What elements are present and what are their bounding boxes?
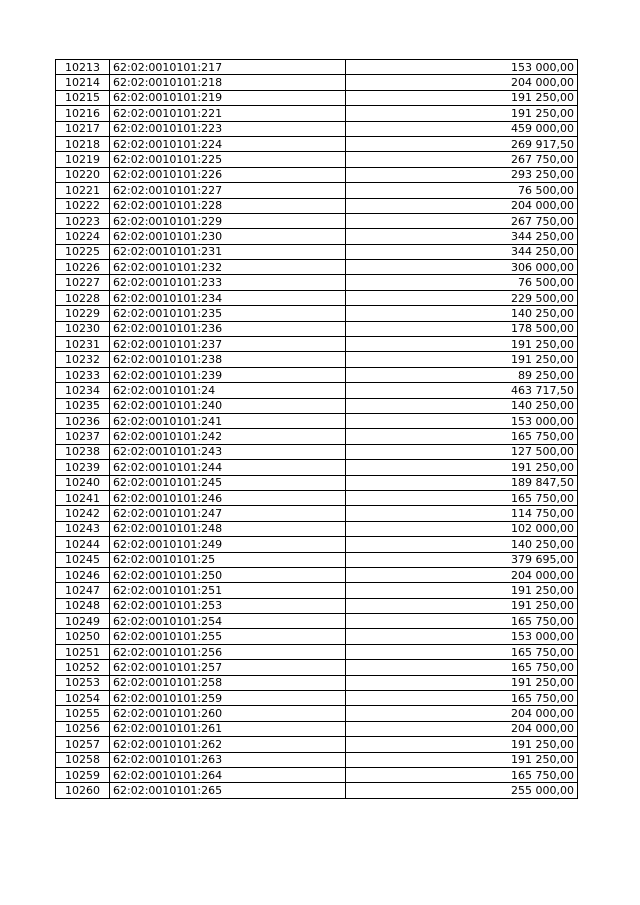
cadastral-number-cell: 62:02:0010101:232: [110, 260, 346, 275]
table-row: [56, 490, 578, 505]
table-row: [56, 183, 578, 198]
table-row: [56, 475, 578, 490]
row-number-cell: 10216: [56, 106, 110, 121]
cadastral-number-cell: 62:02:0010101:251: [110, 583, 346, 598]
row-number-cell: 10253: [56, 675, 110, 690]
value-cell: 165 750,00: [346, 660, 578, 675]
row-number-cell: 10244: [56, 537, 110, 552]
cadastral-number-cell: 62:02:0010101:24: [110, 383, 346, 398]
cadastral-number-cell: 62:02:0010101:254: [110, 614, 346, 629]
row-number-cell: 10224: [56, 229, 110, 244]
table-row: [56, 90, 578, 105]
row-number-cell: 10218: [56, 136, 110, 151]
table-row: [56, 121, 578, 136]
cadastral-number-cell: 62:02:0010101:243: [110, 444, 346, 459]
value-cell: 89 250,00: [346, 367, 578, 382]
cadastral-number-cell: 62:02:0010101:248: [110, 521, 346, 536]
value-cell: 191 250,00: [346, 106, 578, 121]
row-number-cell: 10231: [56, 337, 110, 352]
table-row: [56, 767, 578, 782]
cadastral-number-cell: 62:02:0010101:234: [110, 290, 346, 305]
value-cell: 344 250,00: [346, 244, 578, 259]
value-cell: 114 750,00: [346, 506, 578, 521]
value-cell: 191 250,00: [346, 352, 578, 367]
row-number-cell: 10260: [56, 783, 110, 798]
row-number-cell: 10255: [56, 706, 110, 721]
row-number-cell: 10220: [56, 167, 110, 182]
row-number-cell: 10227: [56, 275, 110, 290]
value-cell: 165 750,00: [346, 614, 578, 629]
table-row: [56, 106, 578, 121]
cadastre-table: [55, 59, 578, 799]
row-number-cell: 10230: [56, 321, 110, 336]
row-number-cell: 10252: [56, 660, 110, 675]
cadastral-number-cell: 62:02:0010101:246: [110, 490, 346, 505]
value-cell: 76 500,00: [346, 183, 578, 198]
cadastral-number-cell: 62:02:0010101:225: [110, 152, 346, 167]
table-row: [56, 752, 578, 767]
table-row: [56, 783, 578, 798]
table-row: [56, 367, 578, 382]
value-cell: 459 000,00: [346, 121, 578, 136]
table-row: [56, 706, 578, 721]
value-cell: 153 000,00: [346, 629, 578, 644]
row-number-cell: 10235: [56, 398, 110, 413]
table-row: [56, 213, 578, 228]
cadastral-number-cell: 62:02:0010101:238: [110, 352, 346, 367]
table-row: [56, 506, 578, 521]
value-cell: 306 000,00: [346, 260, 578, 275]
row-number-cell: 10229: [56, 306, 110, 321]
cadastral-number-cell: 62:02:0010101:250: [110, 567, 346, 582]
value-cell: 204 000,00: [346, 567, 578, 582]
table-row: [56, 383, 578, 398]
cadastral-number-cell: 62:02:0010101:240: [110, 398, 346, 413]
cadastral-number-cell: 62:02:0010101:249: [110, 537, 346, 552]
row-number-cell: 10257: [56, 737, 110, 752]
value-cell: 140 250,00: [346, 537, 578, 552]
table-row: [56, 614, 578, 629]
row-number-cell: 10245: [56, 552, 110, 567]
value-cell: 204 000,00: [346, 198, 578, 213]
value-cell: 140 250,00: [346, 306, 578, 321]
row-number-cell: 10246: [56, 567, 110, 582]
cadastral-number-cell: 62:02:0010101:242: [110, 429, 346, 444]
cadastral-number-cell: 62:02:0010101:219: [110, 90, 346, 105]
cadastral-number-cell: 62:02:0010101:25: [110, 552, 346, 567]
table-row: [56, 552, 578, 567]
table-row: [56, 260, 578, 275]
table-row: [56, 198, 578, 213]
table-row: [56, 691, 578, 706]
cadastral-number-cell: 62:02:0010101:236: [110, 321, 346, 336]
table-row: [56, 275, 578, 290]
row-number-cell: 10248: [56, 598, 110, 613]
cadastral-number-cell: 62:02:0010101:263: [110, 752, 346, 767]
table-row: [56, 152, 578, 167]
table-row: [56, 629, 578, 644]
cadastral-number-cell: 62:02:0010101:226: [110, 167, 346, 182]
value-cell: 269 917,50: [346, 136, 578, 151]
value-cell: 153 000,00: [346, 60, 578, 75]
row-number-cell: 10222: [56, 198, 110, 213]
value-cell: 191 250,00: [346, 337, 578, 352]
table-row: [56, 398, 578, 413]
row-number-cell: 10256: [56, 721, 110, 736]
cadastral-number-cell: 62:02:0010101:230: [110, 229, 346, 244]
value-cell: 191 250,00: [346, 460, 578, 475]
table-row: [56, 229, 578, 244]
table-row: [56, 537, 578, 552]
row-number-cell: 10237: [56, 429, 110, 444]
row-number-cell: 10258: [56, 752, 110, 767]
table-row: [56, 321, 578, 336]
value-cell: 267 750,00: [346, 152, 578, 167]
value-cell: 255 000,00: [346, 783, 578, 798]
row-number-cell: 10219: [56, 152, 110, 167]
row-number-cell: 10217: [56, 121, 110, 136]
value-cell: 76 500,00: [346, 275, 578, 290]
value-cell: 204 000,00: [346, 721, 578, 736]
table-row: [56, 290, 578, 305]
row-number-cell: 10247: [56, 583, 110, 598]
value-cell: 379 695,00: [346, 552, 578, 567]
value-cell: 191 250,00: [346, 583, 578, 598]
value-cell: 140 250,00: [346, 398, 578, 413]
cadastral-number-cell: 62:02:0010101:255: [110, 629, 346, 644]
cadastral-number-cell: 62:02:0010101:223: [110, 121, 346, 136]
table-row: [56, 244, 578, 259]
row-number-cell: 10214: [56, 75, 110, 90]
cadastral-number-cell: 62:02:0010101:221: [110, 106, 346, 121]
cadastral-number-cell: 62:02:0010101:239: [110, 367, 346, 382]
table-row: [56, 413, 578, 428]
table-row: [56, 460, 578, 475]
row-number-cell: 10239: [56, 460, 110, 475]
cadastral-number-cell: 62:02:0010101:231: [110, 244, 346, 259]
value-cell: 102 000,00: [346, 521, 578, 536]
value-cell: 191 250,00: [346, 90, 578, 105]
cadastral-number-cell: 62:02:0010101:264: [110, 767, 346, 782]
cadastral-number-cell: 62:02:0010101:265: [110, 783, 346, 798]
cadastral-number-cell: 62:02:0010101:260: [110, 706, 346, 721]
row-number-cell: 10234: [56, 383, 110, 398]
table-row: [56, 136, 578, 151]
cadastral-number-cell: 62:02:0010101:245: [110, 475, 346, 490]
cadastral-number-cell: 62:02:0010101:233: [110, 275, 346, 290]
row-number-cell: 10215: [56, 90, 110, 105]
value-cell: 153 000,00: [346, 413, 578, 428]
value-cell: 191 250,00: [346, 737, 578, 752]
value-cell: 204 000,00: [346, 706, 578, 721]
cadastral-number-cell: 62:02:0010101:262: [110, 737, 346, 752]
row-number-cell: 10251: [56, 644, 110, 659]
table-row: [56, 60, 578, 75]
value-cell: 127 500,00: [346, 444, 578, 459]
table-row: [56, 167, 578, 182]
value-cell: 204 000,00: [346, 75, 578, 90]
row-number-cell: 10241: [56, 490, 110, 505]
table-row: [56, 567, 578, 582]
row-number-cell: 10238: [56, 444, 110, 459]
cadastral-number-cell: 62:02:0010101:218: [110, 75, 346, 90]
value-cell: 165 750,00: [346, 644, 578, 659]
value-cell: 463 717,50: [346, 383, 578, 398]
row-number-cell: 10221: [56, 183, 110, 198]
table-row: [56, 352, 578, 367]
row-number-cell: 10232: [56, 352, 110, 367]
cadastral-number-cell: 62:02:0010101:244: [110, 460, 346, 475]
row-number-cell: 10213: [56, 60, 110, 75]
table-row: [56, 444, 578, 459]
value-cell: 191 250,00: [346, 675, 578, 690]
cadastral-number-cell: 62:02:0010101:256: [110, 644, 346, 659]
cadastral-number-cell: 62:02:0010101:228: [110, 198, 346, 213]
table-body: [56, 60, 578, 799]
table-row: [56, 521, 578, 536]
value-cell: 189 847,50: [346, 475, 578, 490]
table-row: [56, 337, 578, 352]
row-number-cell: 10240: [56, 475, 110, 490]
value-cell: 165 750,00: [346, 691, 578, 706]
row-number-cell: 10226: [56, 260, 110, 275]
value-cell: 191 250,00: [346, 752, 578, 767]
row-number-cell: 10233: [56, 367, 110, 382]
value-cell: 191 250,00: [346, 598, 578, 613]
cadastral-number-cell: 62:02:0010101:235: [110, 306, 346, 321]
row-number-cell: 10254: [56, 691, 110, 706]
cadastral-number-cell: 62:02:0010101:258: [110, 675, 346, 690]
cadastral-number-cell: 62:02:0010101:237: [110, 337, 346, 352]
cadastral-number-cell: 62:02:0010101:217: [110, 60, 346, 75]
row-number-cell: 10236: [56, 413, 110, 428]
value-cell: 165 750,00: [346, 429, 578, 444]
row-number-cell: 10243: [56, 521, 110, 536]
row-number-cell: 10228: [56, 290, 110, 305]
table-row: [56, 598, 578, 613]
cadastral-number-cell: 62:02:0010101:253: [110, 598, 346, 613]
table-row: [56, 429, 578, 444]
value-cell: 344 250,00: [346, 229, 578, 244]
cadastral-number-cell: 62:02:0010101:257: [110, 660, 346, 675]
table-row: [56, 644, 578, 659]
table-row: [56, 660, 578, 675]
table-row: [56, 675, 578, 690]
row-number-cell: 10242: [56, 506, 110, 521]
value-cell: 267 750,00: [346, 213, 578, 228]
table-row: [56, 737, 578, 752]
value-cell: 165 750,00: [346, 490, 578, 505]
row-number-cell: 10249: [56, 614, 110, 629]
cadastral-number-cell: 62:02:0010101:224: [110, 136, 346, 151]
value-cell: 165 750,00: [346, 767, 578, 782]
cadastral-number-cell: 62:02:0010101:261: [110, 721, 346, 736]
table-row: [56, 583, 578, 598]
table-row: [56, 75, 578, 90]
table-row: [56, 306, 578, 321]
table-row: [56, 721, 578, 736]
row-number-cell: 10250: [56, 629, 110, 644]
row-number-cell: 10223: [56, 213, 110, 228]
cadastral-number-cell: 62:02:0010101:241: [110, 413, 346, 428]
value-cell: 229 500,00: [346, 290, 578, 305]
value-cell: 293 250,00: [346, 167, 578, 182]
value-cell: 178 500,00: [346, 321, 578, 336]
cadastral-number-cell: 62:02:0010101:229: [110, 213, 346, 228]
cadastral-number-cell: 62:02:0010101:259: [110, 691, 346, 706]
row-number-cell: 10225: [56, 244, 110, 259]
row-number-cell: 10259: [56, 767, 110, 782]
cadastral-number-cell: 62:02:0010101:247: [110, 506, 346, 521]
cadastral-number-cell: 62:02:0010101:227: [110, 183, 346, 198]
